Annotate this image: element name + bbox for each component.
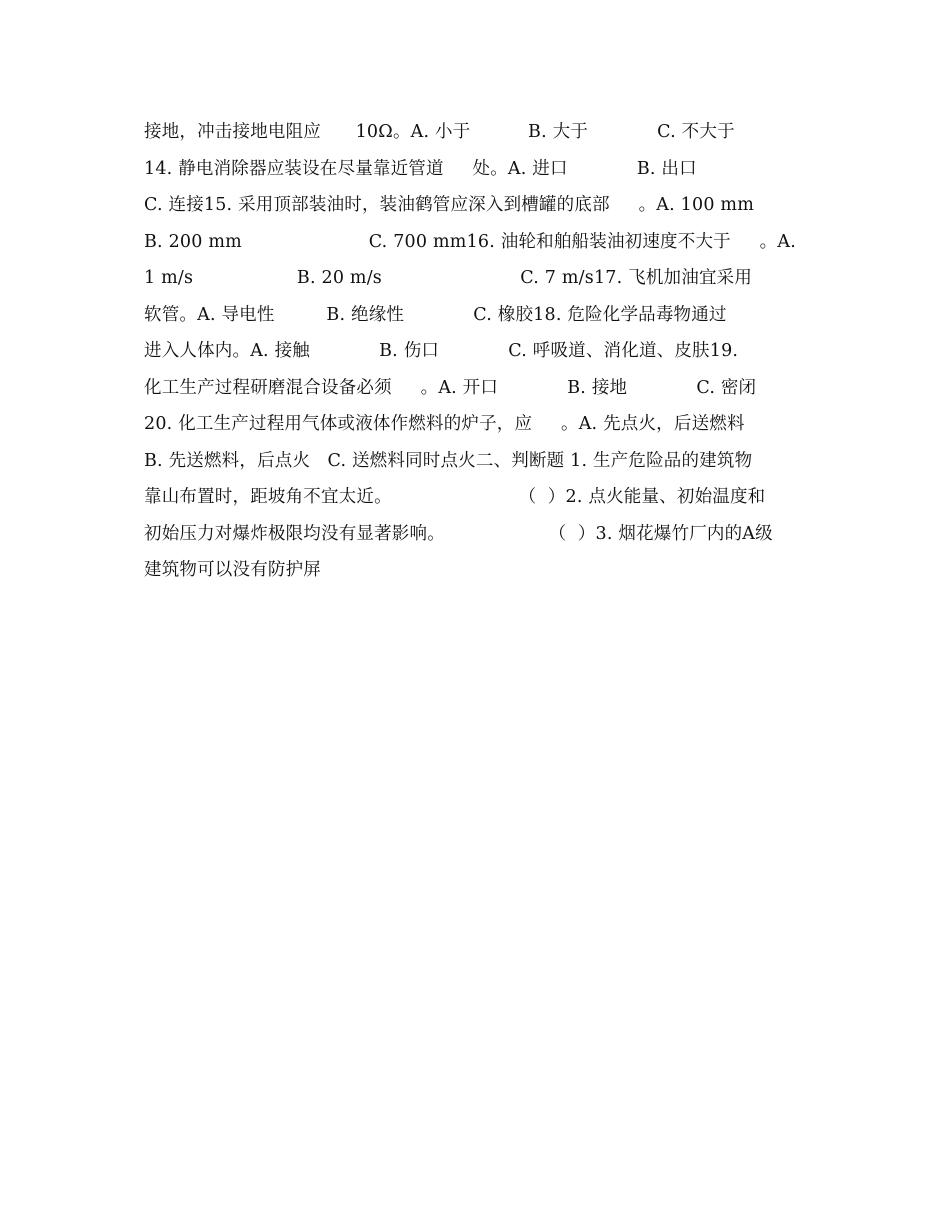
text-line-3: C. 连接15. 采用顶部装油时，装油鹤管应深入到槽罐的底部 。A. 100 mm (144, 195, 755, 215)
text-line-9: 20. 化工生产过程用气体或液体作燃料的炉子，应 。A. 先点火，后送燃料 (144, 414, 745, 434)
document-body (144, 114, 824, 589)
text-line-7: 进入人体内。A. 接触 B. 伤口 C. 呼吸道、消化道、皮肤19. (144, 341, 739, 361)
text-line-11: 靠山布置时，距坡角不宜太近。 （ ）2. 点火能量、初始温度和 (144, 487, 766, 507)
text-line-12: 初始压力对爆炸极限均没有显著影响。 （ ）3. 烟花爆竹厂内的A级 (144, 523, 773, 544)
text-line-6: 软管。A. 导电性 B. 绝缘性 C. 橡胶18. 危险化学品毒物通过 (144, 304, 727, 325)
text-line-2: 14. 静电消除器应装设在尽量靠近管道 处。A. 进口 B. 出口 (144, 158, 697, 179)
text-line-1: 接地，冲击接地电阻应 10Ω。A. 小于 B. 大于 C. 不大于 (144, 122, 735, 142)
text-line-5: 1 m/s B. 20 m/s C. 7 m/s17. 飞机加油宜采用 (144, 268, 753, 288)
text-line-13: 建筑物可以没有防护屏 (144, 560, 321, 580)
text-line-10: B. 先送燃料，后点火 C. 送燃料同时点火二、判断题 1. 生产危险品的建筑物 (144, 450, 753, 471)
text-line-8: 化工生产过程研磨混合设备必须 。A. 开口 B. 接地 C. 密闭 (144, 377, 757, 398)
text-line-4: B. 200 mm C. 700 mm16. 油轮和舶船装油初速度不大于 。A. (144, 231, 796, 252)
